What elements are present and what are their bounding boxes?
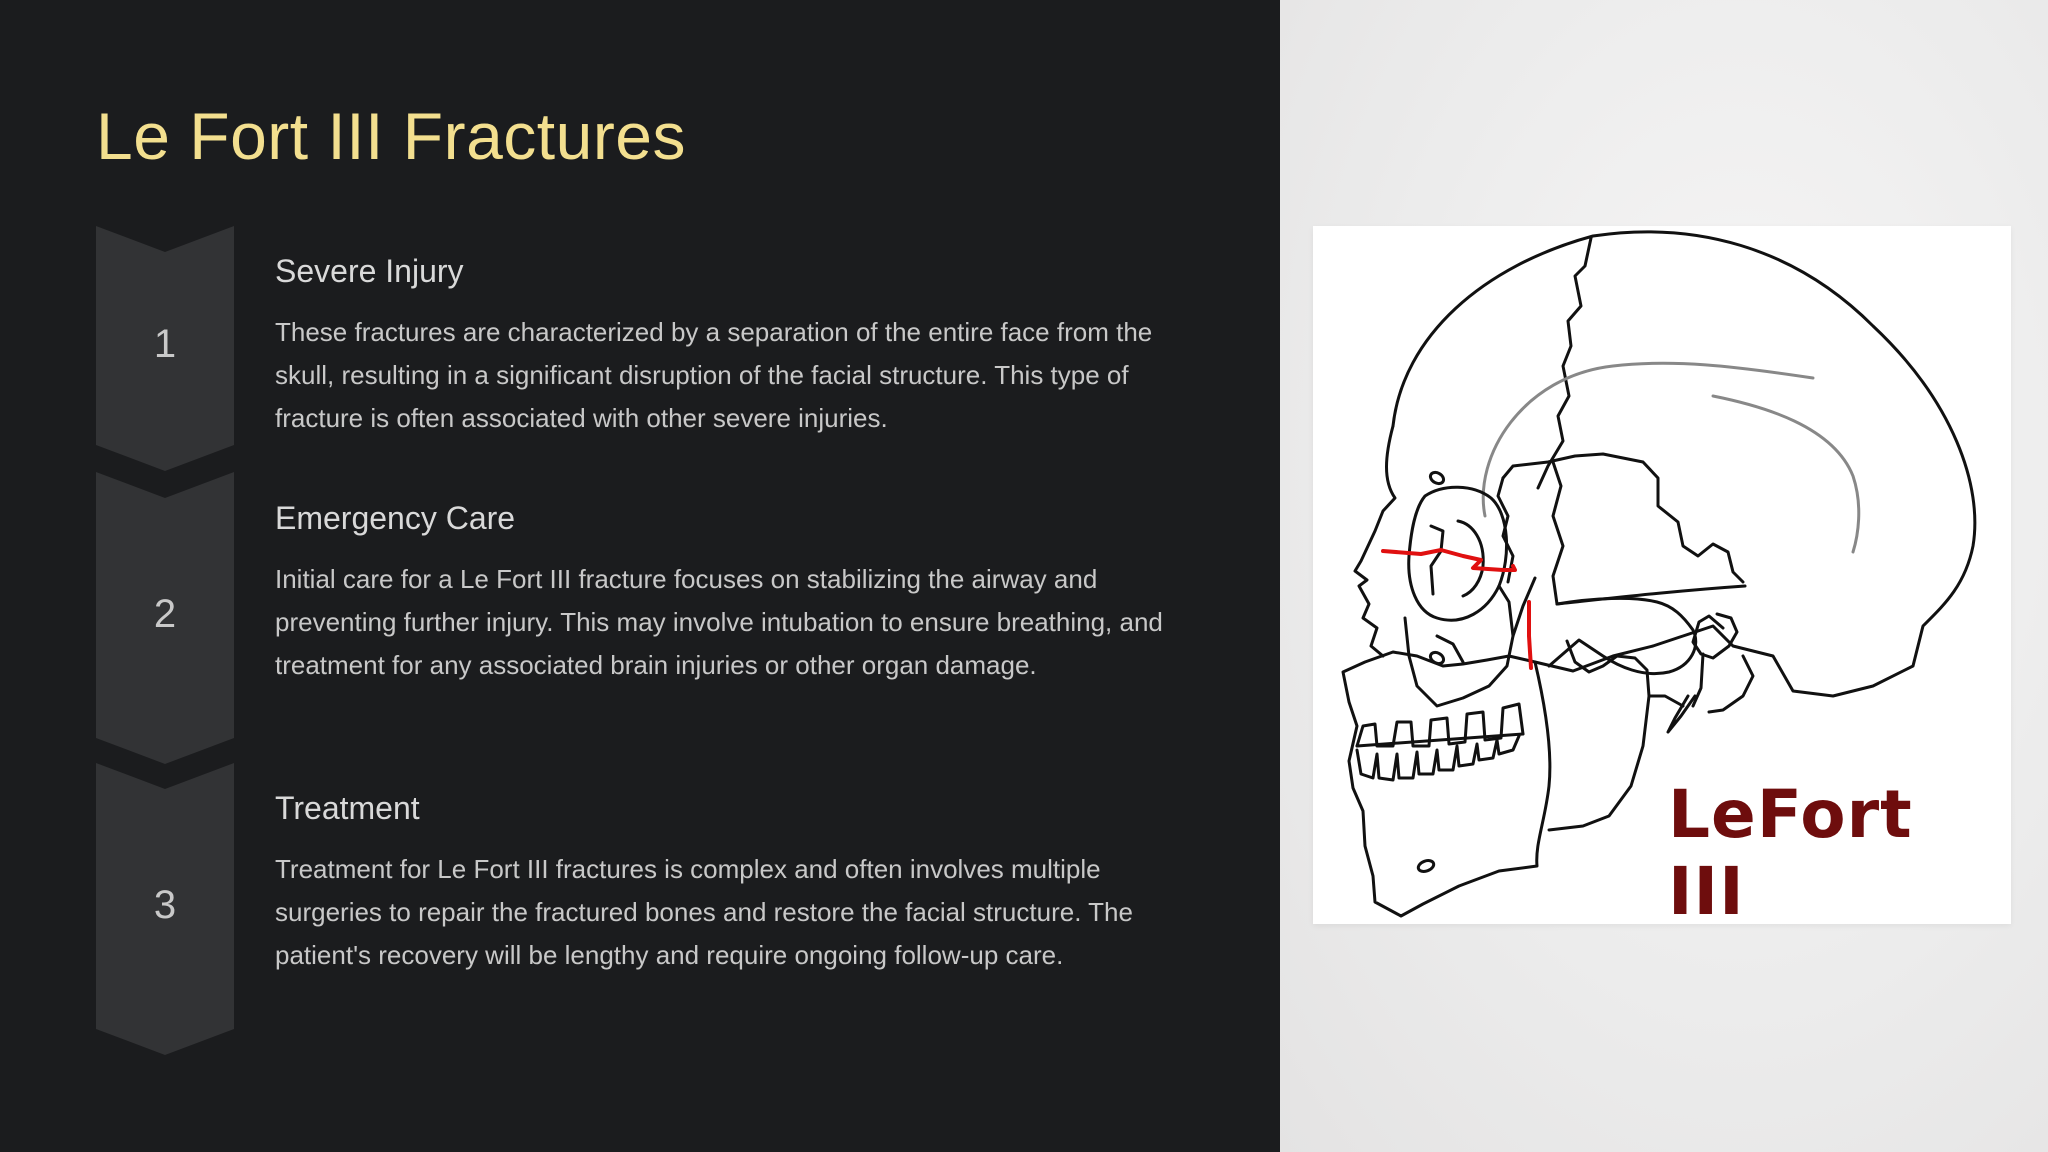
step-heading: Emergency Care: [275, 500, 516, 536]
step-number: 1: [153, 322, 177, 366]
step-marker-1: [96, 226, 234, 471]
step-number: 2: [153, 592, 177, 636]
step-marker-3: [96, 763, 234, 1055]
step-number: 3: [153, 883, 177, 927]
step-body: Initial care for a Le Fort III fracture focuses on stabilizing the airway and preventing further injury. This may involve intubation to ensure breathing, and treatment for any associated brain injuries or other organ damage.: [275, 564, 1163, 680]
fracture-label: LeFort III: [1668, 776, 1913, 930]
skull-illustration: [1313, 226, 2011, 930]
step-body: These fractures are characterized by a separation of the entire face from the skull, resulting in a significant disruption of the facial structure. This type of fracture is often associated with other severe injuries.: [275, 317, 1153, 433]
step-heading: Severe Injury: [275, 253, 464, 289]
step-body: Treatment for Le Fort III fractures is complex and often involves multiple surgeries to repair the fractured bones and restore the facial structure. The patient's recovery will be lengthy and require ongoing follow-up care.: [275, 854, 1133, 970]
slide-title: Le Fort III Fractures: [96, 99, 686, 173]
step-heading: Treatment: [275, 790, 420, 826]
step-marker-2: [96, 472, 234, 764]
